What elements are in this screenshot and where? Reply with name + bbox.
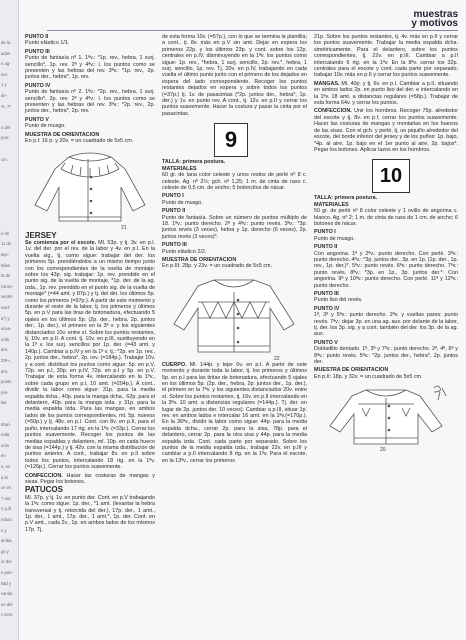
margin-fragment: ant.: [1, 347, 8, 353]
sweater-diagram-21: [25, 147, 155, 231]
margin-fragment: ventre: [1, 294, 13, 300]
stitch-heading: PUNTO I: [162, 193, 184, 200]
margin-fragment: telas: [1, 262, 10, 268]
margin-fragment: amba: [1, 538, 12, 544]
stitch-text: Punto elástico 1/1.: [25, 40, 70, 47]
booties-text: Ml. 37p. y tj. 1v. en punto der. Cont. en p.V trabajando la 1ªv. como sigue: 1p. der., *1 amt. (levantar la hebra transversal y tj. retorcida del der.), 17p. der., 1 amt., 1p. der., 1 amt., 17p. der., 1 amt.*, 1p. der. Cont. en p.V amt., cada 2v., 1p. en ambos lados de los mismos 17p. Tj.: [25, 494, 155, 533]
margin-fragment: adas: [1, 50, 11, 56]
confection-heading: CONFECCION.: [25, 472, 63, 479]
margin-fragment: n, en: [1, 464, 11, 469]
column-2: [162, 34, 307, 466]
margin-fragment: n pun-: [1, 570, 13, 575]
stitch-heading: PUNTO III: [314, 291, 339, 297]
stitch-text: Con angorina. 1ª y 2ªv.: punto derecho. Con perlé. 3ªv.: punto derecho. 4ªv.: *3p. juntos der., 3p. en 1p. (1p. der., 1p. rev., 1p. der.)*. 5ªv.: punto revés. 6ªv.: punto derecho. 7ªv.: punto revés. 8ªv.: *3p. en 1p., 3p. juntos der.*. Con angorina. 9ª y 10ªv.: punto derecho. Con perlé. 11ª y 12ªv.: punto derecho.: [314, 250, 458, 289]
margin-fragment: cm.: [1, 156, 8, 162]
stitch-text: Punto de fantasía nº 2. 1ªv.: *2p. rev., hebra, 1 surj. sencillo*, 2p. rev. 2ª y 4ªv.: l. los puntos como se presenten y las hebras del rev. 3ªv.: *2p. rev., 2p. juntos der., hebra*, 2p. rev.: [25, 89, 155, 115]
confection-body: Hacer las costuras de mangas y sisas. Pegar los botones.: [25, 472, 155, 485]
stitch-text: Punto de fantasía nº 1. 1ªv.: *1p. rev., hebra, 1 surj. sencillo*, 1p. rev. 2ª y 4ªv.: l. los puntos como se presenten y las hebras del rev. 3ªv.: *1p. rev., 2p. juntos der., hebra*, 1p. rev.: [25, 55, 155, 81]
body-instructions: Ml. 144p. y tejer 6v. en p.I. A partir de este momento y durante toda la labor, tj. los primeros y últimos 5p. en p.I para las tiritas de botonadura, efectuando 5 ojales en los últimos 5p. (2p. der., hebra, 2p. juntos der., 1p. der.), el primero en la 7ªv. y los siguientes distanciados 20v. entre sí. Sobre los puntos restantes, tj. 16v. en p.II intercalando en la 3ªv. 10 amt. a distancias regulares (=144p.). Tj. der. en lugar de 2p. juntos der. 10 veces). Cambiar a p.III, situar 1p. rev. en ambos lados e intercalar 16 amt. en la 1ªv.(=170p.). En la 36ªv., dividir la labor como sigue: 44p. para la media espalda dcha., cerrar 2p. para la sisa, 78p. para el delantero, cerrar 2p. para la otra sisa y 44p. para la media espalda izda. Cont. cada parte por separado. Sobre los puntos de la media espalda izda., trabajar 22v. en p.III y cambiar a p.II intercalando 8 rtg. en la 1ªv. Para el escote, en la 13ªv., cerrar los primeros: [162, 361, 308, 464]
figure-number: 21: [121, 224, 127, 231]
stitch-heading: PUNTO III: [25, 48, 50, 55]
margin-fragment: n y: [1, 527, 7, 533]
gauge-text: En p.l: 16 p. y 20v. = un cuadrado de 5x5 cm.: [25, 138, 134, 145]
stitch-heading: PUNTO II: [162, 208, 186, 215]
materials-heading: MATERIALES: [162, 165, 197, 172]
margin-fragment: las: [1, 400, 7, 406]
margin-fragment: ecua-: [1, 326, 12, 332]
instructions-body: Ml. 53p. y tj. 3v. en p.l. 1v. del der. por el rev. de la labor y 4v. en p.I. En la vuelta sig., tj. como sigue: trabajar del der. los primeros 5p. prendiéndolos a un mismo tiempo junto con los correspondientes de la vuelta de montaje; sobre los 43p. sig. trabajar: 1p. rev. prendido en el punto sig. de la vuelta de montaje, *1p. der. de la ag. izda., 1p. rev. prendido en el punto sig. de la vuelta de montaje* (=44 amt. y 87p.) y tj. del der. los últimos 5p. como los primeros (=97p.). A partir de este momento y durante el resto de la labor, tj. los primeros y últimos 5p. en p.V para las tiras de botonadura, efectuando 5 ojales en los últimos 5p. (2p. der., hebra, 2p. juntos der., 1p. der.), el primero en la 3ª v. y los siguientes distanciados 10v. entre sí. Sobre los puntos restantes, tj. 10v. en p.II. A cont. tj. 10v. en p.III, sustituyendo en la 1ª v. los surj. sencillos por 1p. der. (=43 amt. y 140p.). Cambiar a p.IV y en la 1ª v. tj.: *2p. en 1p. rev., 2p. juntos der., hebra*, 2p. rev. (=184p.). Trabajar 10v. y a cont. distribuir los puntos como sigue: 5p. en p.V, 72p. en p.I, 30p. en p.IV, 72p. en p.I y 5p. en p.V. Trabajar de esta forma 4v. intercalando en la 1ªv., sobre cada grupo en p.l, 10 amt. (=204p.). A cont., dividir la labor como sigue: 31p. para la media espalda dcha., 40p. para la manga dcha., 62p. para el delantero, 40p. para la manga izda. y 31p. para la media espalda izda. Para las mangas, en ambos lados de los puntos correspondientes, ml. 5p. nuevos (=50p.) y tj. 48v. en p.I. Cont. con 8v. en p.II, para el puño, intercalando 17 rtg. en la 1ªv. (=33p.). Cerrar los puntos suavemente. Recoger los puntos de las medias espaldas y delantero, ml. 10p. en cada hueco de sisa (=144p.) y tj. 42v. con la misma distribución de puntos anterior. A cont., trabajar 8v. en p.II sobre todos los puntos, intercalando 18 rtg. en la 1ªv. (=126p.). Cerrar los puntos suavemente.: [25, 239, 155, 471]
sweater-diagram-20: [314, 382, 458, 452]
instructions-lead: Se comienza por el escote.: [25, 239, 97, 246]
stitch-text: Punto de fantasía. Sobre un número de puntos múltiplo de 18. 1ªv.: punto derecho. 2ª y 4ªv.: punto revés. 3ªv.: *3p. juntos revés (3 veces), hebra y 1p. derecho (6 veces), 2p. juntos revés (3 veces)*.: [162, 214, 307, 240]
margin-fragment: ltad y: [1, 580, 12, 586]
sleeves-heading: MANGAS.: [314, 80, 340, 87]
badge-area: [162, 119, 307, 159]
confection-text: [314, 108, 458, 153]
margin-fragment: conec-: [1, 283, 14, 289]
margin-fragment: ce en: [1, 485, 12, 491]
garment-title: JERSEY: [25, 230, 57, 240]
stitch-text: Punto de musgo.: [162, 199, 203, 206]
margin-fragment: 11 de: [1, 241, 12, 247]
magazine-logo: [411, 10, 458, 28]
confection-heading: CONFECCION.: [314, 108, 352, 115]
badge-area: [314, 155, 458, 195]
margin-fragment: de la: [1, 40, 11, 45]
margin-fragment: c cera: [1, 612, 13, 618]
magazine-page: [19, 0, 466, 640]
stitch-text: Punto de musgo.: [25, 123, 66, 130]
margin-fragment: 1 y: [1, 82, 7, 88]
stitch-text: Punto elástico 2/2.: [162, 248, 207, 255]
pattern-number-badge: 9: [214, 123, 248, 157]
margin-fragment: ant.: [1, 368, 8, 374]
materials-text: 60 gr. de lana color celeste y unos restos de perlé nº 8 c. celeste. Ag. nº 2½; gch. nº 1,25; 1 m. de cinta de raso c. celeste de 0,5 cm. de ancho; 5 botoncitos de nácar.: [162, 172, 307, 191]
margin-fragment: e de: [1, 230, 10, 236]
stitch-heading: PUNTO V: [314, 339, 338, 346]
stitch-text: 1ª, 3ª y 5ªv.: punto derecho. 2ªv. y vueltas pares: punto revés. 7ªv.: dejar 3p. en una ag. aux. por delante de la labor, tj. der. los 3p. sig. y a cont. también del der. los 3p. de la ag. aux.: [314, 312, 458, 338]
margin-fragment: cando: [1, 591, 13, 597]
margin-fragment: ta de: [1, 273, 11, 279]
margin-fragment: or del: [1, 559, 12, 565]
sweater-diagram-22: [162, 272, 307, 362]
header-rule: [47, 30, 458, 31]
margin-fragment: a°) y: [1, 315, 10, 321]
logo-line-1: muestras: [413, 9, 458, 20]
stitch-heading: PUNTO III: [162, 242, 187, 249]
stitch-heading: PUNTO V: [25, 116, 49, 123]
margin-fragment: n g.ill: [1, 506, 11, 512]
column-1: [25, 34, 155, 535]
stitch-heading: PUNTO IV: [314, 305, 340, 312]
continued-text: de esta forma 10v. (=57p.), con lo que se termina la plantilla; a cont., tj. 8v. más en p.V sin amt. Dejar en espera los primeros 22p. y los últimos 23p. y cont. sobre los 12p. centrales en p.IV, disminuyendo en la 1ªv. los puntos como sigue: 1p. rev., *hebra, 1 surj. sencillo, 2p. rev.*, hebra, 1 surj. sencillo, 1p. rev. Tj. 20v. en p.IV, trabajando en cada vuelta el último punto junto con el primero de los dejados en espera del lado correspondiente. Recoger los puntos restantes dejados en espera y sobre todos los puntos (=37p.) tj. 1v. de pasacintas (*2p. juntos der., hebra*, 1p. der.) y 1v. en punto rev. A cont., tj. 12v. en p.II y cerrar los puntos suavemente. Hacer la costura y pasar la cinta por el pasacintas.: [162, 34, 307, 117]
margin-fragment: 7 ant.: [1, 495, 12, 501]
margin-fragment: ndura: [1, 517, 12, 522]
body-text: [162, 362, 307, 465]
confection-body: Unir los hombros. Recoger 75p. alrededor del escote y tj. 8v. en p.I; cerrar los puntos suavemente. Hacer las costuras de mangas y montarlas en los huecos de las sisas. Con el gch. y perlé, tj. un piquillo alrededor del escote, del borde inferior del jersey y de los puños: 1p. bajo, *4p. al aire, 1p. bajo en el 1er punto al aire, 2p. bajos*. Pegar los botones. Aplicar lazos en los hombros.: [314, 108, 458, 153]
materials-heading: MATERIALES: [314, 201, 349, 208]
booties-title: PATUCOS: [25, 485, 63, 495]
margin-fragment: rtran-: [1, 421, 12, 427]
margin-fragment: gs y: [1, 548, 9, 554]
gauge-heading: MUESTRA DE ORIENTACION: [162, 256, 237, 263]
gauge-heading: MUESTRA DE ORIENTACION: [314, 367, 389, 374]
sleeves-text: [314, 81, 458, 107]
margin-fragment: o del: [1, 124, 11, 130]
materials-text: 50 gr. de perlé nº 8 color celeste y 1 ovillo de angorina c. blanco. Ag. nº 2; 1 m. de cinta de raso de 1 cm. de ancho; 6 botones de nácar.: [314, 208, 458, 227]
margin-fragment: en: [1, 453, 6, 459]
size-label: TALLA: primera postura.: [162, 159, 226, 166]
continued-text: 21p. Sobre los puntos restantes, tj. 4v. más en p.II y cerrar los puntos suavemente. Trabajar la media espalda dcha. simétricamente. Para el delantero, sobre los puntos correspondientes, tj. 22v. en p.III. Cambiar a p.II intercalando 6 rtg. en la 1ªv. En la 8ªv. cerrar los 32p. centrales para el escote y cont. cada parte por separado; trabajar 10v. más en p.II y cerrar los puntos suavemente.: [314, 34, 458, 79]
margin-fragment: punto: [1, 379, 12, 385]
margin-fragment: e ag-: [1, 61, 11, 67]
margin-fragment: %, 7º: [1, 103, 11, 109]
gauge-text: En p.III: 28p. y 23v. = un cuadrado de 5x5 cm.: [162, 263, 273, 270]
figure-number: 22: [274, 355, 280, 362]
stitch-heading: PUNTO IV: [25, 82, 51, 89]
confection-text: [25, 473, 155, 486]
pattern-number-badge: 10: [372, 159, 410, 193]
margin-fragment: uxel-: [1, 305, 11, 310]
body-heading: CUERPO.: [162, 361, 187, 368]
stitch-text: Punto de musgo.: [314, 235, 355, 242]
stitch-heading: PUNTO I: [314, 229, 336, 236]
margin-fragment: urdo: [1, 336, 10, 342]
margin-fragment: pun-: [1, 135, 10, 141]
margin-fragment: unto: [1, 442, 10, 448]
stitch-text: Dobladillo dentado. 1ª, 3ª y 7ªv.: punto derecho. 2ª, 4ª, 6ª y 8ªv.: punto revés. 5ªv.: *2p. juntos der., hebra*, 2p. juntos der.: [314, 346, 458, 366]
gauge-text: En p.II: 18p. y 32v. = un cuadrado de 5x5 cm.: [314, 373, 423, 380]
margin-fragment: (es-: [1, 389, 9, 395]
margin-fragment: de-: [1, 93, 8, 98]
previous-page-edge: [0, 0, 19, 640]
margin-fragment: teje-: [1, 252, 10, 257]
margin-fragment: a la: [1, 474, 8, 480]
margin-fragment: ner,: [1, 71, 8, 77]
stitch-heading: PUNTO II: [314, 244, 338, 251]
stitch-heading: PUNTO II: [25, 34, 49, 40]
column-3: [314, 34, 458, 452]
instructions-text: [25, 240, 155, 471]
logo-line-2: y motivos: [411, 18, 458, 29]
sleeves-body: Ml. 40p. y tj. 6v. en p.I. Cambiar a p.II, situando en ambos lados 2p. en punto liso del der. e intercalando en la 1ªv. 18 amt. a distancias regulares (=58p.). Trabajar de esta forma 64v. y cerrar los puntos.: [314, 80, 458, 107]
margin-fragment: en del: [1, 601, 13, 607]
margin-fragment: 23ª»,: [1, 358, 11, 363]
figure-number: 20: [380, 447, 386, 453]
size-label: TALLA: primera postura.: [314, 195, 378, 202]
margin-fragment: reda: [1, 432, 10, 438]
stitch-text: Punto liso del revés.: [314, 297, 363, 304]
gauge-heading: MUESTRA DE ORIENTACION: [25, 131, 100, 138]
